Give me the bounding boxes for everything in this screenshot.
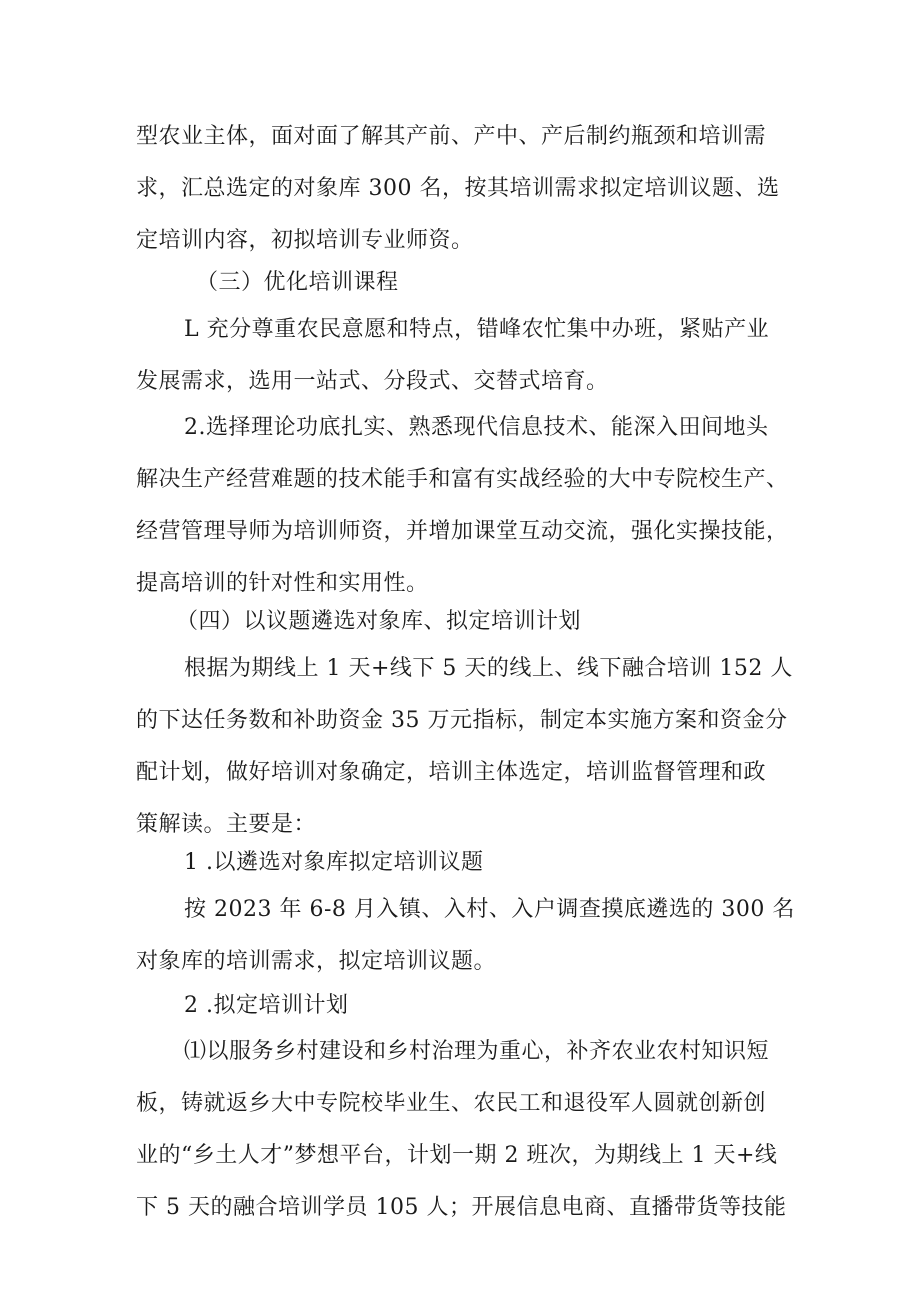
text-line: 配计划，做好培训对象确定，培训主体选定，培训监督管理和政: [136, 760, 767, 785]
text-line: 发展需求，选用一站式、分段式、交替式培育。: [136, 369, 609, 394]
text-line: 根据为期线上 1 天+线下 5 天的线上、线下融合培训 152 人: [184, 656, 793, 681]
paragraph-plan: [136, 1026, 796, 1234]
subheading-1: 1 .以遴选对象库拟定培训议题: [184, 850, 484, 875]
text-line: 型农业主体，面对面了解其产前、产中、产后制约瓶颈和培训需: [136, 124, 767, 149]
text-line: 2.选择理论功底扎实、熟悉现代信息技术、能深入田间地头: [184, 415, 769, 440]
section-heading-4: （四）以议题遴选对象库、拟定培训计划: [176, 609, 582, 634]
text-line: 解决生产经营难题的技术能手和富有实战经验的大中专院校生产、: [136, 467, 789, 492]
text-line: 业的“乡土人才”梦想平台，计划一期 2 班次，为期线上 1 天+线: [136, 1143, 778, 1168]
paragraph-survey: [136, 884, 796, 988]
text-line: 的下达任务数和补助资金 35 万元指标，制定本实施方案和资金分: [136, 708, 788, 733]
paragraph-point-1: [136, 304, 796, 408]
paragraph-point-2: [136, 402, 796, 610]
text-line: ⑴以服务乡村建设和乡村治理为重心，补齐农业农村知识短: [184, 1039, 770, 1064]
text-line: 按 2023 年 6-8 月入镇、入村、入户调查摸底遴选的 300 名: [184, 897, 795, 922]
text-line: 板，铸就返乡大中专院校毕业生、农民工和退役军人圆就创新创: [136, 1091, 767, 1116]
text-line: 策解读。主要是：: [136, 812, 317, 837]
text-line: 求，汇总选定的对象库 300 名，按其培训需求拟定培训议题、选: [136, 176, 780, 201]
text-line: L 充分尊重农民意愿和特点，错峰农忙集中办班，紧贴产业: [184, 317, 770, 342]
text-line: 下 5 天的融合培训学员 105 人；开展信息电商、直播带货等技能: [136, 1195, 787, 1220]
text-line: 对象库的培训需求，拟定培训议题。: [136, 949, 497, 974]
text-line: 定培训内容，初拟培训专业师资。: [136, 228, 474, 253]
section-heading-3: （三）优化培训课程: [196, 270, 399, 295]
subheading-2: 2 .拟定培训计划: [184, 993, 349, 1018]
text-line: 提高培训的针对性和实用性。: [136, 571, 429, 596]
paragraph-basis: [136, 643, 796, 851]
paragraph-training-needs: [136, 111, 796, 267]
text-line: 经营管理导师为培训师资，并增加课堂互动交流，强化实操技能，: [136, 519, 789, 544]
